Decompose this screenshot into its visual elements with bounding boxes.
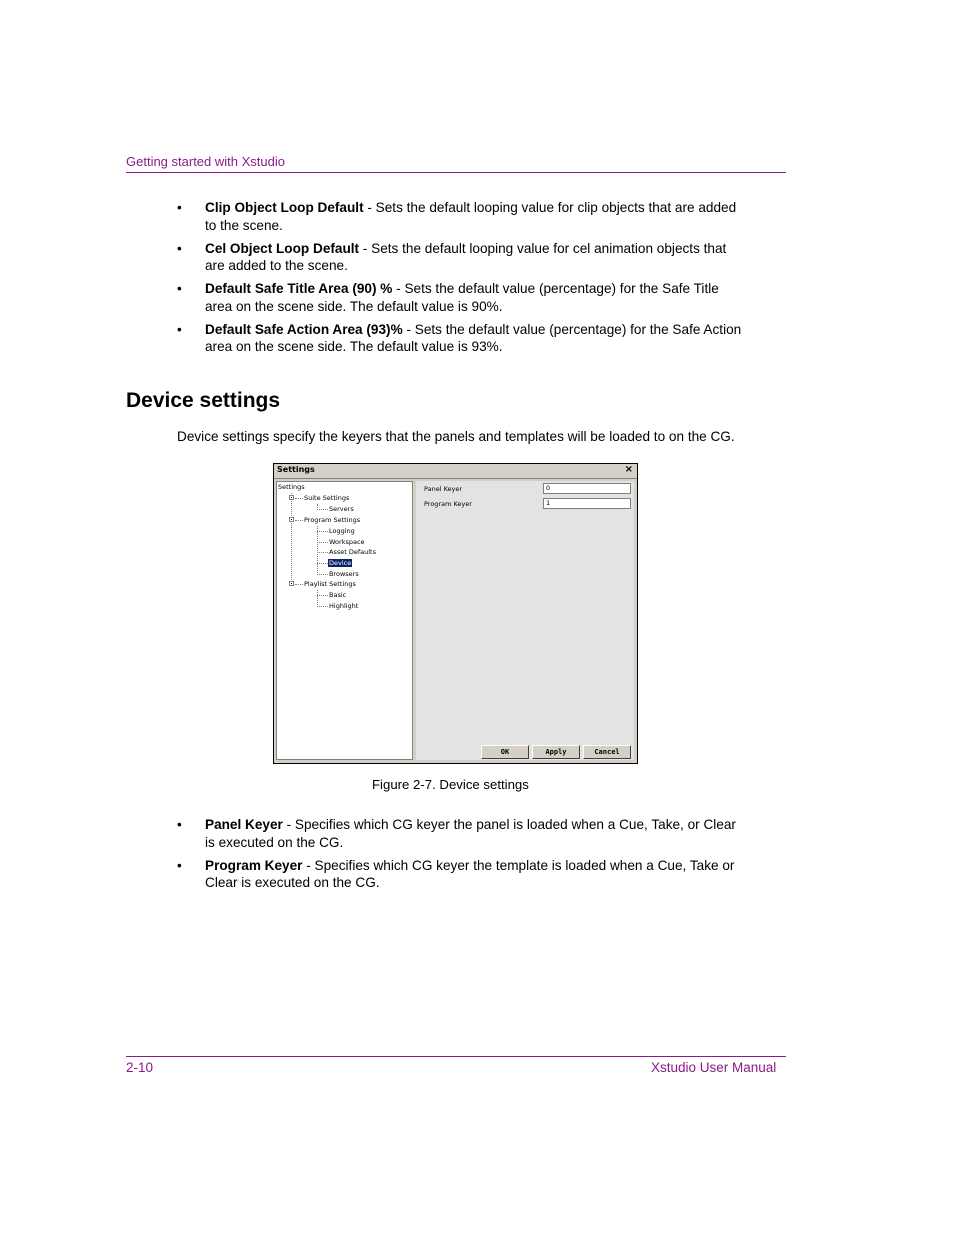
- settings-dialog: [273, 463, 638, 764]
- tree-item-asset-defaults[interactable]: Asset Defaults: [329, 548, 376, 556]
- dialog-title: Settings: [277, 465, 315, 474]
- bullet-text: - Specifies which CG keyer the panel is loaded when a Cue, Take, or Clear is executed on the CG.: [205, 817, 736, 850]
- close-icon[interactable]: ×: [624, 464, 633, 475]
- expand-minus-icon[interactable]: [289, 581, 294, 586]
- bottom-bullet-list: [177, 816, 747, 897]
- panel-keyer-label: Panel Keyer: [424, 485, 463, 493]
- list-item: [177, 857, 747, 892]
- expand-minus-icon[interactable]: [289, 495, 294, 500]
- tree-line: [291, 493, 292, 586]
- top-bullet-list: [177, 199, 747, 361]
- running-header: Getting started with Xstudio: [126, 154, 285, 169]
- list-item: [177, 321, 747, 356]
- tree-line: [295, 584, 303, 585]
- section-title: Device settings: [126, 389, 281, 412]
- header-rule: [126, 172, 786, 173]
- tree-line: [295, 498, 303, 499]
- tree-line: [317, 606, 328, 607]
- bullet-term: Panel Keyer: [205, 817, 283, 832]
- section-intro: Device settings specify the keyers that the panels and templates will be loaded to on the CG.: [177, 429, 735, 444]
- bullet-text: - Sets the default looping value for clip objects that are added to the scene.: [205, 200, 737, 233]
- tree-item-suite-settings[interactable]: Suite Settings: [304, 494, 350, 502]
- bullet-text: - Specifies which CG keyer the template is loaded when a Cue, Take or Clear is executed on the CG.: [205, 857, 735, 890]
- tree-item-workspace[interactable]: Workspace: [329, 538, 365, 546]
- tree-line: [317, 595, 328, 596]
- footer-rule: [126, 1056, 786, 1057]
- bullet-text: - Sets the default value (percentage) for the Safe Title area on the scene side. The default value is 90%.: [205, 281, 719, 314]
- bullet-text: - Sets the default looping value for cel animation objects that are added to the scene.: [205, 240, 727, 273]
- list-item: [177, 280, 747, 315]
- tree-item-highlight[interactable]: Highlight: [329, 602, 359, 610]
- bullet-term: Default Safe Action Area (93)%: [205, 321, 403, 337]
- tree-item-playlist-settings[interactable]: Playlist Settings: [304, 580, 356, 588]
- program-keyer-input[interactable]: 1: [543, 498, 631, 509]
- list-item: [177, 240, 747, 275]
- tree-item-logging[interactable]: Logging: [329, 527, 355, 535]
- bullet-term: Program Keyer: [205, 857, 303, 873]
- device-settings-pane: [416, 481, 634, 760]
- tree-line: [317, 542, 328, 543]
- tree-line: [317, 590, 318, 607]
- bullet-term: Cel Object Loop Default: [205, 240, 360, 256]
- tree-item-browsers[interactable]: Browsers: [329, 570, 359, 578]
- tree-line: [317, 509, 328, 510]
- tree-item-program-settings[interactable]: Program Settings: [304, 516, 361, 524]
- tree-line: [295, 520, 303, 521]
- ok-button[interactable]: OK: [481, 745, 529, 759]
- apply-button[interactable]: Apply: [532, 745, 580, 759]
- dialog-title-bar: [274, 464, 637, 479]
- bullet-term: Clip Object Loop Default: [205, 200, 364, 215]
- tree-line: [317, 526, 318, 575]
- cancel-button[interactable]: Cancel: [583, 745, 631, 759]
- tree-item-basic[interactable]: Basic: [329, 591, 347, 599]
- list-item: [177, 816, 747, 851]
- tree-line: [317, 574, 328, 575]
- panel-keyer-input[interactable]: 0: [543, 483, 631, 494]
- tree-line: [317, 531, 328, 532]
- program-keyer-label: Program Keyer: [424, 500, 472, 508]
- bullet-term: Default Safe Title Area (90) %: [205, 281, 393, 296]
- tree-line: [317, 552, 328, 553]
- manual-title: Xstudio User Manual: [651, 1060, 777, 1075]
- tree-item-servers[interactable]: Servers: [329, 505, 354, 513]
- tree-line: [317, 563, 328, 564]
- figure-caption: Figure 2-7. Device settings: [372, 777, 529, 792]
- page-number: 2-10: [126, 1060, 154, 1075]
- tree-item-settings[interactable]: Settings: [278, 483, 305, 491]
- expand-minus-icon[interactable]: [289, 517, 294, 522]
- tree-item-device[interactable]: Device: [329, 559, 352, 567]
- bullet-text: - Sets the default value (percentage) for the Safe Action area on the scene side. The default value is 93%.: [205, 321, 742, 354]
- settings-tree: [276, 481, 413, 760]
- list-item: [177, 199, 747, 234]
